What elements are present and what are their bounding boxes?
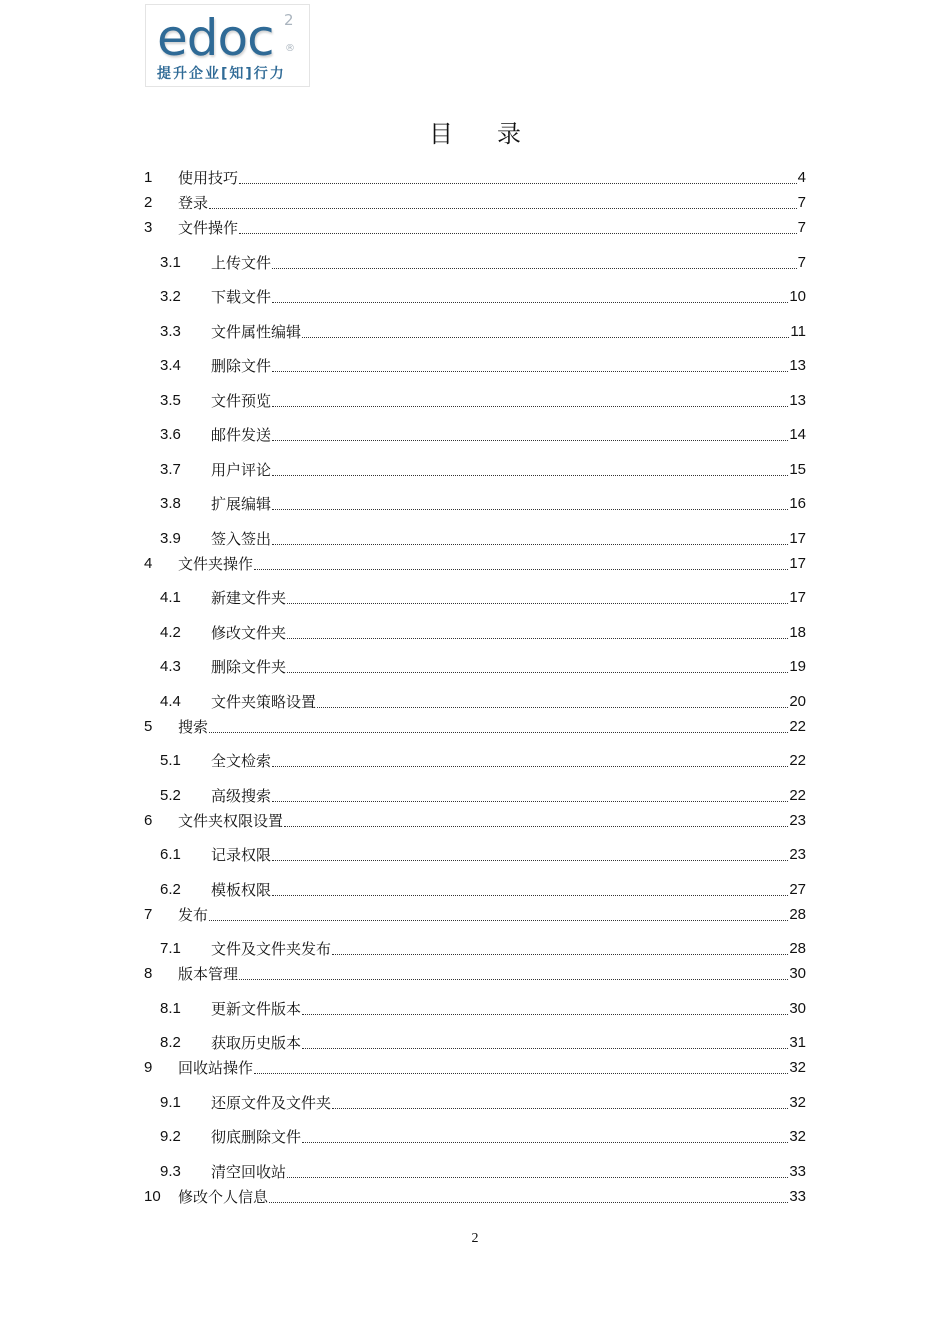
toc-entry-title: 文件夹权限设置	[178, 812, 284, 830]
toc-entry-page: 28	[789, 940, 806, 957]
dot-leader	[269, 1202, 788, 1203]
toc-entry-title: 搜索	[178, 718, 209, 736]
toc-entry[interactable]	[160, 494, 806, 514]
toc-entry[interactable]	[160, 391, 806, 411]
toc-entry[interactable]	[144, 193, 806, 213]
toc-entry-title: 新建文件夹	[211, 589, 287, 607]
dot-leader	[272, 766, 788, 767]
toc-entry[interactable]	[144, 964, 806, 984]
toc-entry-title: 高级搜索	[211, 787, 272, 805]
toc-entry-page: 4	[797, 169, 806, 186]
dot-leader	[239, 233, 797, 234]
edoc-logo	[145, 4, 310, 87]
toc-entry-title: 文件及文件夹发布	[211, 940, 332, 958]
toc-entry-number: 9.1	[160, 1094, 181, 1111]
toc-entry-title: 清空回收站	[211, 1163, 287, 1181]
toc-entry-number: 9.3	[160, 1163, 181, 1180]
toc-entry-page: 32	[789, 1094, 806, 1111]
dot-leader	[272, 860, 788, 861]
toc-entry-title: 全文检索	[211, 752, 272, 770]
toc-entry-page: 19	[789, 658, 806, 675]
dot-leader	[287, 1177, 788, 1178]
toc-entry-page: 23	[789, 846, 806, 863]
toc-entry-number: 8	[144, 965, 153, 982]
toc-entry[interactable]	[160, 1127, 806, 1147]
dot-leader	[287, 603, 788, 604]
toc-entry-number: 4.4	[160, 693, 181, 710]
toc-entry-number: 6.1	[160, 846, 181, 863]
dot-leader	[332, 954, 788, 955]
dot-leader	[272, 895, 788, 896]
toc-entry-number: 8.2	[160, 1034, 181, 1051]
toc-entry-number: 3.9	[160, 530, 181, 547]
toc-entry[interactable]	[160, 287, 806, 307]
toc-entry-title: 上传文件	[211, 254, 272, 272]
toc-entry-page: 33	[789, 1163, 806, 1180]
logo-tagline: 提升企业[知]行力	[157, 66, 286, 82]
toc-entry[interactable]	[144, 905, 806, 925]
dot-leader	[272, 371, 788, 372]
toc-entry-number: 6	[144, 812, 153, 829]
toc-entry-page: 17	[789, 555, 806, 572]
toc-entry[interactable]	[160, 751, 806, 771]
toc-entry-title: 更新文件版本	[211, 1000, 302, 1018]
toc-entry-title: 扩展编辑	[211, 495, 272, 513]
toc-entry-title: 修改文件夹	[211, 624, 287, 642]
toc-title: 目录	[429, 120, 565, 148]
dot-leader	[272, 406, 788, 407]
dot-leader	[239, 183, 797, 184]
toc-entry-page: 33	[789, 1188, 806, 1205]
toc-entry-number: 3.7	[160, 461, 181, 478]
toc-entry-number: 7	[144, 906, 153, 923]
toc-entry[interactable]	[160, 356, 806, 376]
toc-entry-number: 5.1	[160, 752, 181, 769]
toc-entry[interactable]	[144, 554, 806, 574]
toc-entry[interactable]	[160, 1033, 806, 1053]
toc-entry-title: 签入签出	[211, 530, 272, 548]
toc-entry-number: 1	[144, 169, 153, 186]
toc-entry-number: 7.1	[160, 940, 181, 957]
toc-entry-title: 邮件发送	[211, 426, 272, 444]
dot-leader	[209, 208, 797, 209]
dot-leader	[272, 440, 788, 441]
toc-entry[interactable]	[144, 1187, 806, 1207]
toc-entry-page: 7	[797, 219, 806, 236]
toc-entry[interactable]	[160, 939, 806, 959]
dot-leader	[209, 732, 788, 733]
toc-entry-number: 3.5	[160, 392, 181, 409]
toc-entry[interactable]	[144, 811, 806, 831]
toc-entry[interactable]	[160, 322, 806, 342]
toc-entry-page: 32	[789, 1128, 806, 1145]
toc-entry-number: 3.6	[160, 426, 181, 443]
toc-entry-number: 9.2	[160, 1128, 181, 1145]
toc-entry-title: 登录	[178, 194, 209, 212]
toc-entry[interactable]	[160, 786, 806, 806]
toc-entry-page: 28	[789, 906, 806, 923]
toc-entry-page: 10	[789, 288, 806, 305]
toc-entry-number: 4.2	[160, 624, 181, 641]
toc-entry-number: 8.1	[160, 1000, 181, 1017]
toc-entry-page: 18	[789, 624, 806, 641]
toc-entry[interactable]	[144, 717, 806, 737]
toc-entry-title: 文件夹操作	[178, 555, 254, 573]
dot-leader	[287, 638, 788, 639]
toc-entry-title: 删除文件	[211, 357, 272, 375]
toc-entry-number: 3.3	[160, 323, 181, 340]
dot-leader	[209, 920, 788, 921]
toc-entry-page: 22	[789, 718, 806, 735]
toc-entry-page: 17	[789, 589, 806, 606]
toc-entry-page: 17	[789, 530, 806, 547]
toc-entry[interactable]	[160, 692, 806, 712]
logo-wordmark: edoc	[157, 9, 274, 67]
toc-entry-page: 15	[789, 461, 806, 478]
dot-leader	[254, 569, 788, 570]
toc-entry-title: 版本管理	[178, 965, 239, 983]
toc-entry-page: 23	[789, 812, 806, 829]
toc-entry-number: 10	[144, 1188, 161, 1205]
toc-entry-number: 5.2	[160, 787, 181, 804]
toc-entry[interactable]	[160, 588, 806, 608]
toc-entry-number: 4.1	[160, 589, 181, 606]
toc-entry-title: 使用技巧	[178, 169, 239, 187]
toc-entry[interactable]	[160, 529, 806, 549]
toc-entry-page: 22	[789, 787, 806, 804]
toc-entry[interactable]	[160, 623, 806, 643]
toc-entry-page: 13	[789, 392, 806, 409]
toc-entry-title: 文件操作	[178, 219, 239, 237]
toc-entry-number: 4.3	[160, 658, 181, 675]
toc-entry-title: 文件预览	[211, 392, 272, 410]
toc-entry[interactable]	[144, 168, 806, 188]
toc-entry-title: 获取历史版本	[211, 1034, 302, 1052]
dot-leader	[302, 1142, 788, 1143]
dot-leader	[287, 672, 788, 673]
dot-leader	[317, 707, 788, 708]
toc-entry-page: 16	[789, 495, 806, 512]
toc-entry[interactable]	[144, 1058, 806, 1078]
toc-entry-number: 3	[144, 219, 153, 236]
toc-entry-page: 14	[789, 426, 806, 443]
toc-entry-number: 9	[144, 1059, 153, 1076]
toc-entry-page: 30	[789, 965, 806, 982]
toc-entry-number: 3.1	[160, 254, 181, 271]
logo-superscript: 2	[284, 11, 294, 29]
toc-entry[interactable]	[160, 657, 806, 677]
toc-entry[interactable]	[160, 1093, 806, 1113]
dot-leader	[272, 268, 797, 269]
dot-leader	[239, 979, 788, 980]
dot-leader	[302, 1048, 788, 1049]
toc-entry-number: 3.2	[160, 288, 181, 305]
toc-entry-title: 文件属性编辑	[211, 323, 302, 341]
toc-entry[interactable]	[144, 218, 806, 238]
dot-leader	[302, 337, 789, 338]
toc-entry-title: 发布	[178, 906, 209, 924]
toc-entry-title: 修改个人信息	[178, 1188, 269, 1206]
toc-entry-page: 20	[789, 693, 806, 710]
toc-entry-number: 3.8	[160, 495, 181, 512]
toc-entry-title: 彻底删除文件	[211, 1128, 302, 1146]
toc-entry-number: 6.2	[160, 881, 181, 898]
toc-entry-title: 还原文件及文件夹	[211, 1094, 332, 1112]
toc-entry[interactable]	[160, 460, 806, 480]
toc-entry-title: 用户评论	[211, 461, 272, 479]
toc-entry-page: 31	[789, 1034, 806, 1051]
dot-leader	[272, 475, 788, 476]
toc-entry[interactable]	[160, 1162, 806, 1182]
toc-entry-title: 删除文件夹	[211, 658, 287, 676]
dot-leader	[284, 826, 788, 827]
toc-entry-page: 11	[790, 323, 806, 340]
page-number: 2	[471, 1231, 479, 1246]
toc-entry-title: 回收站操作	[178, 1059, 254, 1077]
dot-leader	[272, 544, 788, 545]
toc-entry[interactable]	[160, 845, 806, 865]
toc-entry-number: 3.4	[160, 357, 181, 374]
toc-entry-title: 模板权限	[211, 881, 272, 899]
toc-entry-page: 7	[797, 254, 806, 271]
dot-leader	[272, 302, 788, 303]
toc-entry-page: 7	[797, 194, 806, 211]
toc-entry[interactable]	[160, 999, 806, 1019]
toc-entry-page: 22	[789, 752, 806, 769]
toc-entry-number: 4	[144, 555, 153, 572]
toc-entry-page: 32	[789, 1059, 806, 1076]
toc-entry-page: 13	[789, 357, 806, 374]
dot-leader	[272, 509, 788, 510]
dot-leader	[332, 1108, 788, 1109]
registered-mark-icon: ®	[285, 43, 295, 54]
toc-entry-number: 5	[144, 718, 153, 735]
dot-leader	[302, 1014, 788, 1015]
toc-entry-title: 下载文件	[211, 288, 272, 306]
toc-entry-title: 文件夹策略设置	[211, 693, 317, 711]
toc-entry-page: 27	[789, 881, 806, 898]
toc-entry-title: 记录权限	[211, 846, 272, 864]
dot-leader	[272, 801, 788, 802]
dot-leader	[254, 1073, 788, 1074]
toc-entry-number: 2	[144, 194, 153, 211]
toc-entry[interactable]	[160, 880, 806, 900]
toc-entry-page: 30	[789, 1000, 806, 1017]
toc-entry[interactable]	[160, 253, 806, 273]
toc-entry[interactable]	[160, 425, 806, 445]
